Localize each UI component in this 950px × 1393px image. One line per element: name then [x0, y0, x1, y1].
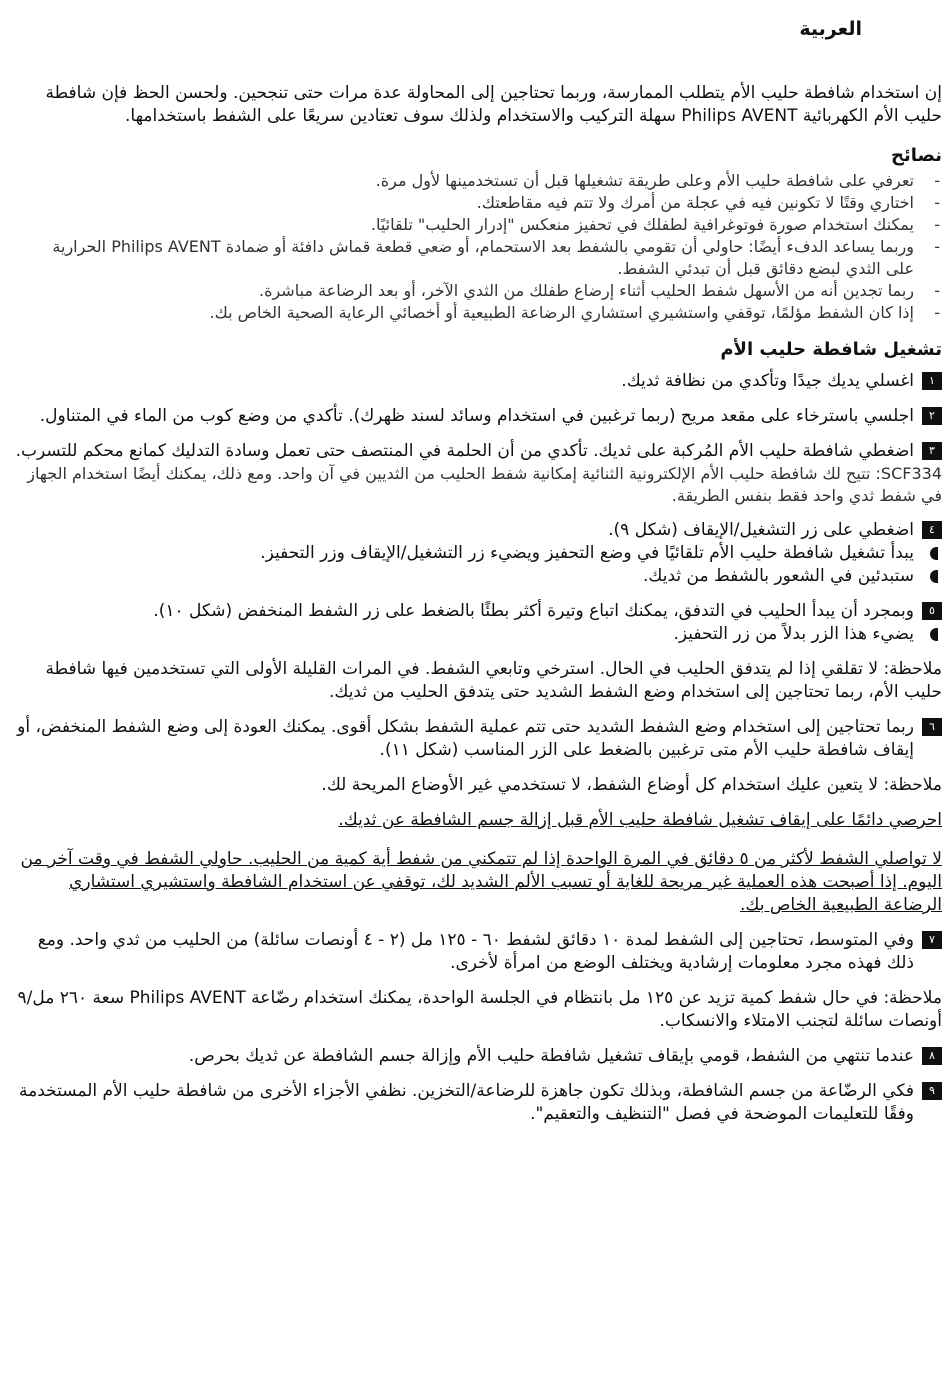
step-text: وفي المتوسط، تحتاجين إلى الشفط لمدة ١٠ دقائق لشفط ٦٠ - ١٢٥ مل (٢ - ٤ أونصات سائلة) من الحليب من ثدي واحد. ومع ذلك فهذه مجرد معلومات إرشادية ويختلف الوضع من امرأة لأخرى.: [37, 930, 914, 973]
bullet-item: يبدأ تشغيل شافطة حليب الأم تلقائيًا في وضع التحفيز ويضيء زر التشغيل/الإيقاف وزر التحفيز.: [6, 542, 942, 565]
note-3: ملاحظة: في حال شفط كمية تزيد عن ١٢٥ مل بانتظام في الجلسة الواحدة، يمكنك استخدام رضّاعة Philips AVENT سعة ٢٦٠ مل/٩ أونصات سائلة لتجنب الامتلاء والانسكاب.: [17, 988, 942, 1031]
warning-1: احرصي دائمًا على إيقاف تشغيل شافطة حليب الأم قبل إزالة جسم الشافطة عن ثديك.: [338, 810, 942, 830]
step-number: ٧: [922, 931, 942, 949]
step-5: [6, 600, 942, 623]
step-number: ٩: [922, 1082, 942, 1100]
step-text: ربما تحتاجين إلى استخدام وضع الشفط الشديد حتى تتم عملية الشفط بشكل أقوى. يمكنك العودة إلى وضع الشفط المنخفض، أو إيقاف شافطة حليب الأم متى ترغبين بالضغط على الزر المناسب (شكل ١١).: [17, 717, 914, 760]
step-text: اضغطي على زر التشغيل/الإيقاف (شكل ٩).: [608, 520, 914, 540]
tip-item: - تعرفي على شافطة حليب الأم وعلى طريقة تشغيلها قبل أن تستخدمينها لأول مرة.: [375, 171, 940, 190]
step-text: وبمجرد أن يبدأ الحليب في التدفق، يمكنك اتباع وتيرة أكثر بطئًا بالضغط على زر الشفط المنخفض (شكل ١٠).: [153, 601, 914, 621]
scf334-note: SCF334: تتيح لك شافطة حليب الأم الإلكترونية الثنائية إمكانية شفط الحليب من الثديين في آن واحد. ومع ذلك، يمكنك أيضًا استخدام الجهاز في شفط ثدي واحد فقط بنفس الطريقة.: [27, 464, 942, 505]
step-7: [6, 929, 942, 975]
bullet-icon: [930, 628, 938, 641]
note-2: ملاحظة: لا يتعين عليك استخدام كل أوضاع الشفط، لا تستخدمي غير الأوضاع المريحة لك.: [321, 775, 942, 795]
step-6: [6, 716, 942, 762]
step-number: ٦: [922, 718, 942, 736]
step-number: ١: [922, 372, 942, 390]
step-number: ٥: [922, 602, 942, 620]
step-number: ٤: [922, 521, 942, 539]
tip-item: - ربما تجدين أنه من الأسهل شفط الحليب أثناء إرضاع طفلك من الثدي الآخر، أو بعد الرضاعة مباشرة.: [259, 281, 940, 300]
tip-item: - اختاري وقتًا لا تكونين فيه في عجلة من أمرك ولا تتم فيه مقاطعتك.: [476, 193, 940, 212]
warning-2: لا تواصلي الشفط لأكثر من ٥ دقائق في المرة الواحدة إذا لم تتمكني من شفط أية كمية من الحليب. حاولي الشفط في وقت آخر من اليوم. إذا أصبحت هذه العملية غير مريحة للغاية أو تسبب الألم الشديد لك، توقفي عن استخدام الشافطة واستشيري استشاري الرضاعة الطبيعية الخاص بك.: [20, 849, 942, 915]
step-8: [6, 1045, 942, 1068]
step-3: [6, 440, 942, 463]
operate-heading: تشغيل شافطة حليب الأم: [720, 339, 942, 360]
step-text: اغسلي يديك جيدًا وتأكدي من نظافة ثديك.: [621, 371, 914, 391]
content: [6, 82, 942, 1126]
tip-item: - إذا كان الشفط مؤلمًا، توقفي واستشيري استشاري الرضاعة الطبيعية أو أخصائي الرعاية الصحية الخاص بك.: [209, 303, 940, 322]
bullet-item: ستبدئين في الشعور بالشفط من ثديك.: [6, 565, 942, 588]
step-text: اجلسي باسترخاء على مقعد مريح (ربما ترغبين في استخدام وسائد لسند ظهرك). تأكدي من وضع كوب من الماء في المتناول.: [39, 406, 914, 426]
step-number: ٢: [922, 407, 942, 425]
step-number: ٣: [922, 442, 942, 460]
tips-list: [6, 170, 942, 324]
intro-paragraph: إن استخدام شافطة حليب الأم يتطلب الممارسة، وربما تحتاجين إلى المحاولة عدة مرات حتى تنجحين. ولحسن الحظ فإن شافطة حليب الأم الكهربائية Philips AVENT سهلة التركيب والاستخدام ولذلك سوف تعتادين سريعًا على الشفط باستخدامها.: [45, 83, 942, 126]
step-number: ٨: [922, 1047, 942, 1065]
tips-heading: نصائح: [891, 145, 942, 166]
step-text: عندما تنتهي من الشفط، قومي بإيقاف تشغيل شافطة حليب الأم وإزالة جسم الشافطة عن ثديك بحرص.: [188, 1046, 914, 1066]
tip-item: - وربما يساعد الدفء أيضًا: حاولي أن تقومي بالشفط بعد الاستحمام، أو ضعي قطعة قماش دافئة أو ضمادة Philips AVENT الحرارية على الثدي لبضع دقائق قبل أن تبدئي الشفط.: [52, 237, 940, 278]
step-2: [6, 405, 942, 428]
step-text: اضغطي شافطة حليب الأم المُركبة على ثديك. تأكدي من أن الحلمة في المنتصف حتى تعمل وسادة التدليك كمانع محكم للتسرب.: [15, 441, 914, 461]
language-heading: العربية: [799, 18, 862, 40]
bullet-icon: [930, 570, 938, 583]
bullet-icon: [930, 547, 938, 560]
tip-item: - يمكنك استخدام صورة فوتوغرافية لطفلك في تحفيز منعكس "إدرار الحليب" تلقائيًا.: [370, 215, 940, 234]
step-text: فكي الرضّاعة من جسم الشافطة، وبذلك تكون جاهزة للرضاعة/التخزين. نظفي الأجزاء الأخرى من شافطة حليب الأم المستخدمة وفقًا للتعليمات الموضحة في فصل "التنظيف والتعقيم".: [19, 1081, 914, 1124]
step-9: [6, 1080, 942, 1126]
note-1: ملاحظة: لا تقلقي إذا لم يتدفق الحليب في الحال. استرخي وتابعي الشفط. في المرات القليلة الأولى التي تستخدمين فيها شافطة حليب الأم، ربما تحتاجين إلى استخدام وضع الشفط الشديد حتى يتدفق الحليب من ثديك.: [45, 659, 942, 702]
bullet-item: يضيء هذا الزر بدلاً من زر التحفيز.: [6, 623, 942, 646]
step-1: [6, 370, 942, 393]
step-4: [6, 519, 942, 542]
